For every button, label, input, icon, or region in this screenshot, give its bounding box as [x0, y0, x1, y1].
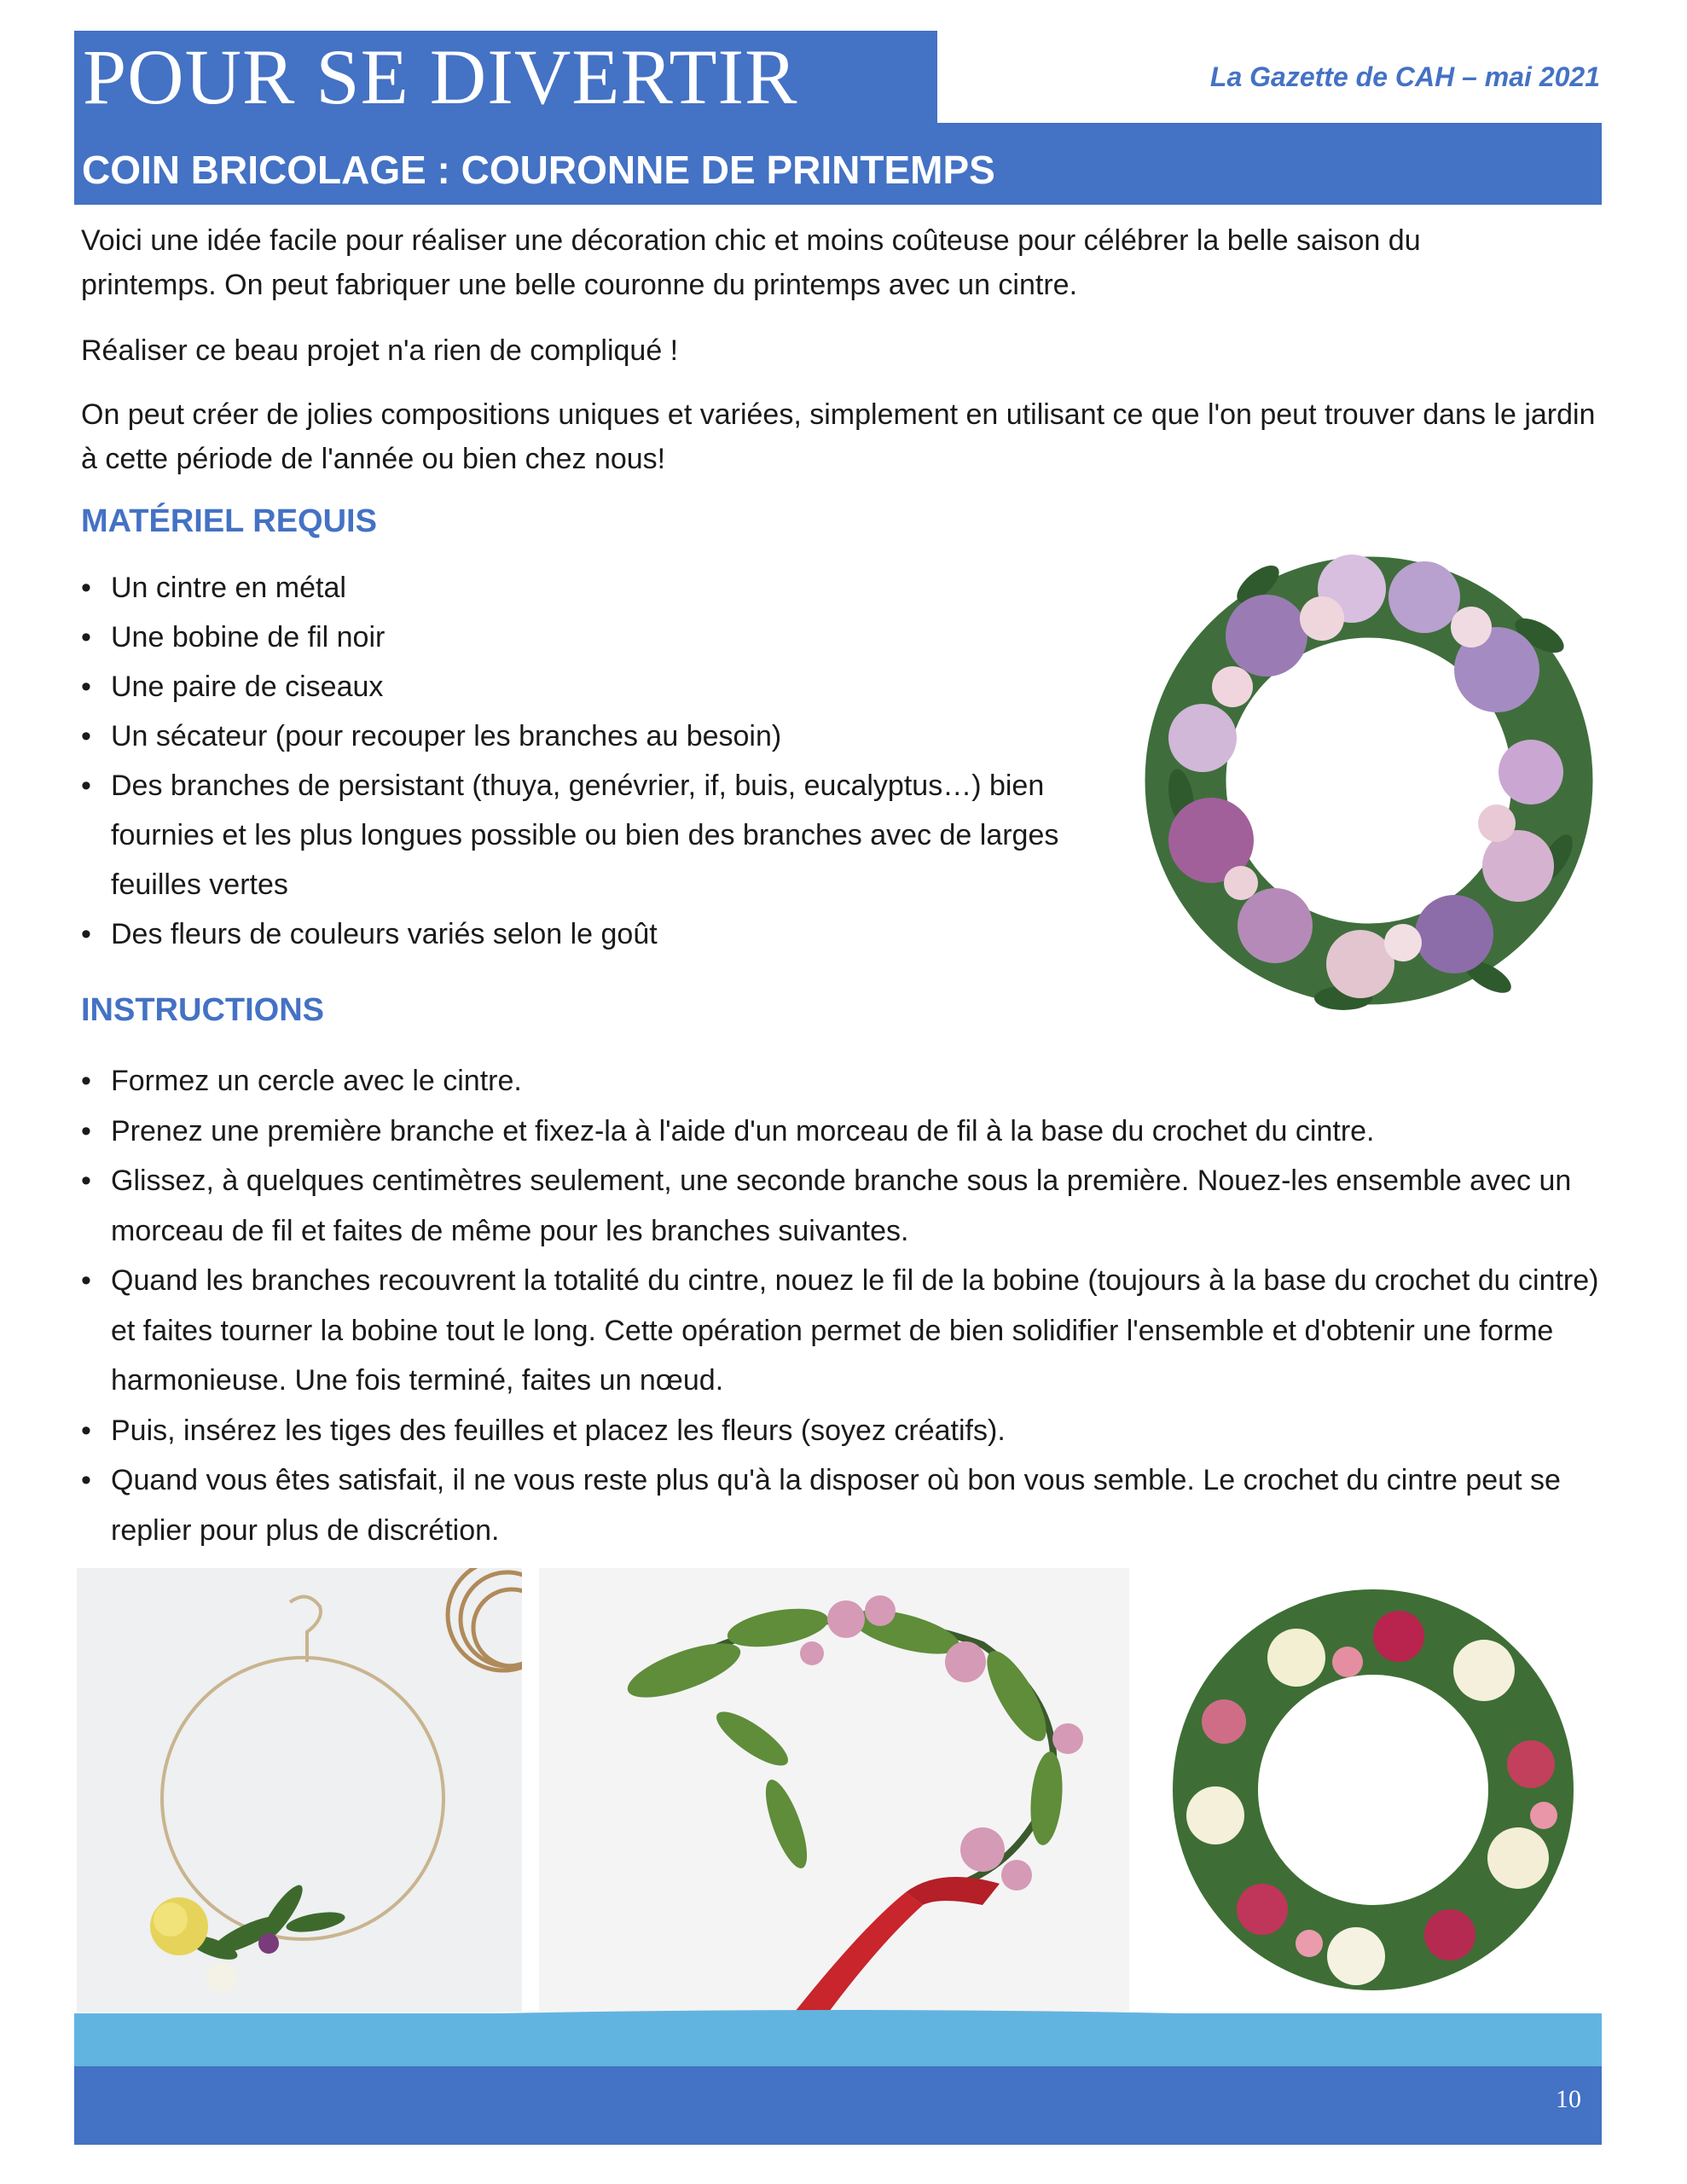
purple-wreath-photo — [1130, 499, 1608, 1054]
publication-header: La Gazette de CAH – mai 2021 — [1209, 61, 1600, 92]
section-title: POUR SE DIVERTIR — [83, 33, 798, 120]
list-item: • Quand les branches recouvrent la totalité du cintre, nouez le fil de la bobine (toujours à la base du crochet du cintre) et faites tourner la bobine tout le long. Cette opération permet de bien solidifier l'ensemble et d'obtenir une forme harmonieuse. Une fois terminé, faites un nœud. — [81, 1256, 1599, 1406]
page-number: 10 — [1556, 2085, 1581, 2113]
list-item: • Formez un cercle avec le cintre. — [81, 1056, 1599, 1107]
list-item: • Glissez, à quelques centimètres seulement, une seconde branche sous la première. Nouez-les ensemble avec un morceau de fil et faites de même pour les branches suivantes. — [81, 1156, 1599, 1256]
article-title-bar — [74, 123, 1602, 205]
intro-paragraph-1: Voici une idée facile pour réaliser une décoration chic et moins coûteuse pour célébrer la belle saison du printemps. On peut fabriquer une belle couronne du printemps avec un cintre. — [81, 224, 1421, 301]
footer-band-light — [74, 2013, 1602, 2066]
list-item: • Une bobine de fil noir — [81, 613, 1147, 662]
instructions-list — [81, 1056, 1599, 1555]
rose-wreath-photo — [1143, 1568, 1603, 2012]
list-item: • Prenez une première branche et fixez-la à l'aide d'un morceau de fil à la base du crochet du cintre. — [81, 1107, 1599, 1157]
intro-paragraph-3: On peut créer de jolies compositions uniques et variées, simplement en utilisant ce que l'on peut trouver dans le jardin à cette période de l'année ou bien chez nous! — [81, 398, 1596, 475]
list-item: • Des fleurs de couleurs variés selon le goût — [81, 909, 1147, 959]
intro-paragraph-2: Réaliser ce beau projet n'a rien de compliqué ! — [81, 334, 679, 367]
list-item: • Quand vous êtes satisfait, il ne vous reste plus qu'à la disposer où bon vous semble. Le crochet du cintre peut se replier pour plus de discrétion. — [81, 1455, 1599, 1555]
list-item: • Un sécateur (pour recouper les branches au besoin) — [81, 712, 1147, 761]
materials-list — [81, 563, 1147, 959]
section-banner — [74, 31, 937, 123]
list-item: • Puis, insérez les tiges des feuilles et placez les fleurs (soyez créatifs). — [81, 1406, 1599, 1456]
branch-ribbon-photo — [539, 1568, 1129, 2012]
hanger-wreath-photo — [77, 1568, 522, 2012]
footer-band-dark — [74, 2066, 1602, 2145]
instructions-heading: INSTRUCTIONS — [81, 992, 324, 1028]
list-item: • Des branches de persistant (thuya, genévrier, if, buis, eucalyptus…) bien fournies et les plus longues possible ou bien des branches avec de larges feuilles vertes — [81, 761, 1147, 909]
materials-heading: MATÉRIEL REQUIS — [81, 503, 377, 539]
article-title: COIN BRICOLAGE : COURONNE DE PRINTEMPS — [82, 148, 995, 192]
list-item: • Une paire de ciseaux — [81, 662, 1147, 712]
list-item: • Un cintre en métal — [81, 563, 1147, 613]
